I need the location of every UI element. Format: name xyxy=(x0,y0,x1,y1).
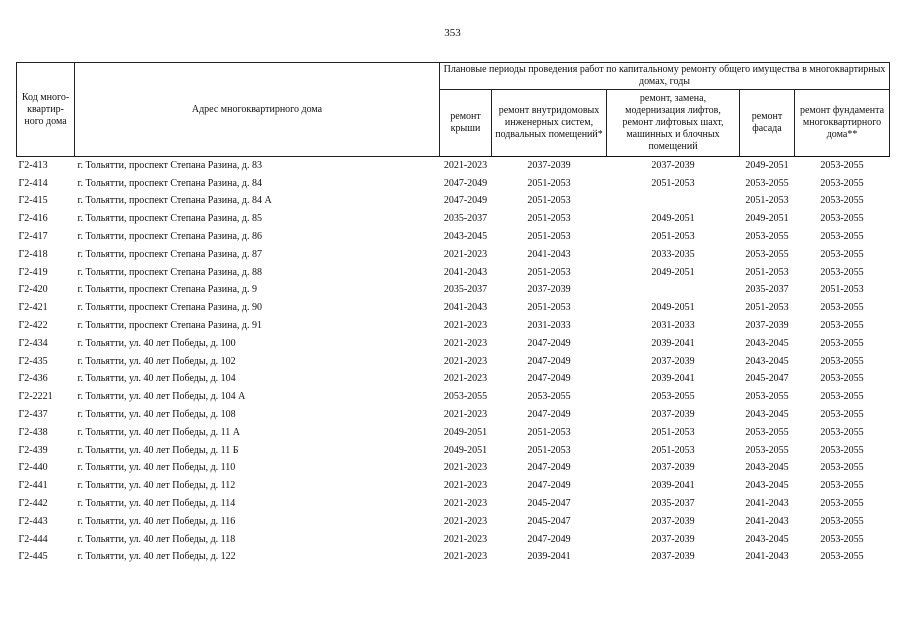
cell-address: г. Тольятти, проспект Степана Разина, д. 90 xyxy=(77,302,262,314)
table-row xyxy=(17,175,890,193)
cell-foundation: 2053-2055 xyxy=(820,266,864,278)
table-row xyxy=(17,210,890,228)
cell-address: г. Тольятти, ул. 40 лет Победы, д. 108 xyxy=(77,409,236,421)
cell-engineering: 2045-2047 xyxy=(527,515,571,527)
cell-roof: 2041-2043 xyxy=(443,266,488,278)
cell-code: Г2-435 xyxy=(18,355,48,367)
cell-engineering: 2051-2053 xyxy=(527,266,571,278)
cell-roof: 2035-2037 xyxy=(443,213,488,225)
cell-address: г. Тольятти, ул. 40 лет Победы, д. 104 xyxy=(77,373,236,385)
table-row xyxy=(17,157,890,175)
cell-roof: 2021-2023 xyxy=(443,337,488,349)
table-row xyxy=(17,353,890,371)
table-row xyxy=(17,264,890,282)
cell-foundation: 2053-2055 xyxy=(820,533,864,545)
cell-foundation: 2053-2055 xyxy=(820,391,864,403)
table-row xyxy=(17,460,890,478)
cell-facade: 2035-2037 xyxy=(745,284,789,296)
cell-facade: 2041-2043 xyxy=(745,515,789,527)
cell-foundation: 2051-2053 xyxy=(820,284,864,296)
cell-roof: 2021-2023 xyxy=(443,498,488,510)
cell-facade: 2043-2045 xyxy=(745,533,789,545)
cell-facade: 2049-2051 xyxy=(745,159,789,171)
cell-code: Г2-437 xyxy=(18,409,48,421)
cell-foundation: 2053-2055 xyxy=(820,409,864,421)
cell-engineering: 2051-2053 xyxy=(527,213,571,225)
cell-code: Г2-419 xyxy=(18,266,48,278)
cell-foundation: 2053-2055 xyxy=(820,213,864,225)
cell-address: г. Тольятти, ул. 40 лет Победы, д. 122 xyxy=(77,551,236,563)
cell-address: г. Тольятти, проспект Степана Разина, д. 85 xyxy=(77,213,262,225)
cell-lifts: 2037-2039 xyxy=(651,159,695,171)
table-row xyxy=(17,513,890,531)
cell-lifts: 2053-2055 xyxy=(651,391,695,403)
cell-lifts: 2037-2039 xyxy=(651,533,695,545)
cell-code: Г2-413 xyxy=(18,159,48,171)
cell-foundation: 2053-2055 xyxy=(820,248,864,260)
table-body xyxy=(17,157,890,567)
cell-roof: 2047-2049 xyxy=(443,177,488,189)
cell-lifts: 2037-2039 xyxy=(651,462,695,474)
cell-roof: 2049-2051 xyxy=(443,426,488,438)
cell-foundation: 2053-2055 xyxy=(820,195,864,207)
cell-lifts: 2035-2037 xyxy=(651,498,695,510)
cell-roof: 2035-2037 xyxy=(443,284,488,296)
cell-code: Г2-436 xyxy=(18,373,48,385)
cell-lifts: 2037-2039 xyxy=(651,355,695,367)
cell-address: г. Тольятти, ул. 40 лет Победы, д. 102 xyxy=(77,355,236,367)
cell-engineering: 2047-2049 xyxy=(527,373,571,385)
cell-address: г. Тольятти, проспект Степана Разина, д. 83 xyxy=(77,159,262,171)
cell-engineering: 2051-2053 xyxy=(527,426,571,438)
cell-engineering: 2039-2041 xyxy=(527,551,571,563)
cell-roof: 2021-2023 xyxy=(443,533,488,545)
cell-engineering: 2047-2049 xyxy=(527,337,571,349)
cell-code: Г2-445 xyxy=(18,551,48,563)
cell-facade: 2053-2055 xyxy=(745,248,789,260)
cell-code: Г2-421 xyxy=(18,302,48,314)
cell-engineering: 2037-2039 xyxy=(527,284,571,296)
cell-address: г. Тольятти, проспект Степана Разина, д. 84 xyxy=(77,177,262,189)
cell-roof: 2041-2043 xyxy=(443,302,488,314)
cell-code: Г2-420 xyxy=(18,284,48,296)
cell-address: г. Тольятти, ул. 40 лет Победы, д. 104 А xyxy=(77,391,246,403)
cell-engineering: 2051-2053 xyxy=(527,302,571,314)
cell-roof: 2021-2023 xyxy=(443,248,488,260)
repair-schedule-table xyxy=(16,62,890,566)
cell-facade: 2053-2055 xyxy=(745,426,789,438)
cell-roof: 2049-2051 xyxy=(443,444,488,456)
table-row xyxy=(17,531,890,549)
cell-facade: 2053-2055 xyxy=(745,231,789,243)
table-row xyxy=(17,424,890,442)
cell-foundation: 2053-2055 xyxy=(820,355,864,367)
cell-address: г. Тольятти, ул. 40 лет Победы, д. 118 xyxy=(77,533,236,545)
cell-engineering: 2047-2049 xyxy=(527,480,571,492)
table-row xyxy=(17,335,890,353)
cell-foundation: 2053-2055 xyxy=(820,302,864,314)
cell-foundation: 2053-2055 xyxy=(820,231,864,243)
cell-roof: 2021-2023 xyxy=(443,373,488,385)
cell-address: г. Тольятти, проспект Степана Разина, д. 86 xyxy=(77,231,262,243)
cell-roof: 2021-2023 xyxy=(443,551,488,563)
cell-roof: 2043-2045 xyxy=(443,231,488,243)
cell-roof: 2021-2023 xyxy=(443,355,488,367)
cell-code: Г2-438 xyxy=(18,426,48,438)
cell-lifts: 2037-2039 xyxy=(651,409,695,421)
cell-address: г. Тольятти, ул. 40 лет Победы, д. 11 А xyxy=(77,426,241,438)
cell-foundation: 2053-2055 xyxy=(820,426,864,438)
cell-lifts: 2033-2035 xyxy=(651,248,695,260)
cell-foundation: 2053-2055 xyxy=(820,515,864,527)
cell-foundation: 2053-2055 xyxy=(820,177,864,189)
cell-code: Г2-443 xyxy=(18,515,48,527)
table-row xyxy=(17,246,890,264)
cell-foundation: 2053-2055 xyxy=(820,159,864,171)
cell-facade: 2053-2055 xyxy=(745,444,789,456)
cell-engineering: 2053-2055 xyxy=(527,391,571,403)
cell-facade: 2037-2039 xyxy=(745,320,789,332)
cell-address: г. Тольятти, ул. 40 лет Победы, д. 11 Б xyxy=(77,444,239,456)
header-engineering: ремонт внутридомовых инженерных систем, подвальных помещений* xyxy=(492,90,607,157)
header-lifts: ремонт, замена, модернизация лифтов, ремонт лифтовых шахт, машинных и блочных помещений xyxy=(607,90,740,157)
cell-roof: 2021-2023 xyxy=(443,409,488,421)
cell-address: г. Тольятти, проспект Степана Разина, д. 91 xyxy=(77,320,262,332)
cell-lifts: 2051-2053 xyxy=(651,177,695,189)
cell-facade: 2043-2045 xyxy=(745,355,789,367)
cell-lifts: 2051-2053 xyxy=(651,444,695,456)
cell-code: Г2-414 xyxy=(18,177,48,189)
cell-engineering: 2051-2053 xyxy=(527,231,571,243)
cell-foundation: 2053-2055 xyxy=(820,480,864,492)
cell-facade: 2051-2053 xyxy=(745,302,789,314)
cell-facade: 2053-2055 xyxy=(745,177,789,189)
cell-roof: 2021-2023 xyxy=(443,462,488,474)
header-foundation: ремонт фундамента многоквартирного дома** xyxy=(795,90,890,157)
cell-address: г. Тольятти, ул. 40 лет Победы, д. 100 xyxy=(77,337,236,349)
cell-code: Г2-415 xyxy=(18,195,48,207)
table-row xyxy=(17,228,890,246)
cell-engineering: 2037-2039 xyxy=(527,159,571,171)
page-number: 353 xyxy=(444,27,461,39)
cell-facade: 2051-2053 xyxy=(745,195,789,207)
cell-foundation: 2053-2055 xyxy=(820,373,864,385)
cell-engineering: 2031-2033 xyxy=(527,320,571,332)
cell-facade: 2041-2043 xyxy=(745,498,789,510)
cell-lifts: 2049-2051 xyxy=(651,213,695,225)
table-header xyxy=(17,63,890,157)
cell-engineering: 2041-2043 xyxy=(527,248,571,260)
cell-facade: 2043-2045 xyxy=(745,409,789,421)
header-code: Код много-квартир-ного дома xyxy=(17,63,75,157)
table-row xyxy=(17,477,890,495)
cell-facade: 2045-2047 xyxy=(745,373,789,385)
cell-lifts xyxy=(607,282,740,300)
cell-facade: 2043-2045 xyxy=(745,480,789,492)
cell-code: Г2-434 xyxy=(18,337,48,349)
cell-code: Г2-416 xyxy=(18,213,48,225)
cell-foundation: 2053-2055 xyxy=(820,444,864,456)
cell-lifts: 2037-2039 xyxy=(651,551,695,563)
cell-lifts: 2039-2041 xyxy=(651,373,695,385)
cell-code: Г2-422 xyxy=(18,320,48,332)
header-address: Адрес многоквартирного дома xyxy=(75,63,440,157)
cell-engineering: 2045-2047 xyxy=(527,498,571,510)
cell-engineering: 2047-2049 xyxy=(527,462,571,474)
table-row xyxy=(17,193,890,211)
table-row xyxy=(17,282,890,300)
cell-code: Г2-441 xyxy=(18,480,48,492)
cell-code: Г2-439 xyxy=(18,444,48,456)
cell-foundation: 2053-2055 xyxy=(820,337,864,349)
cell-lifts: 2049-2051 xyxy=(651,302,695,314)
cell-lifts: 2039-2041 xyxy=(651,337,695,349)
cell-address: г. Тольятти, ул. 40 лет Победы, д. 116 xyxy=(77,515,236,527)
cell-facade: 2051-2053 xyxy=(745,266,789,278)
cell-roof: 2021-2023 xyxy=(443,515,488,527)
cell-lifts: 2031-2033 xyxy=(651,320,695,332)
table-row xyxy=(17,442,890,460)
cell-address: г. Тольятти, ул. 40 лет Победы, д. 110 xyxy=(77,462,236,474)
cell-roof: 2053-2055 xyxy=(443,391,488,403)
cell-lifts: 2037-2039 xyxy=(651,515,695,527)
cell-code: Г2-444 xyxy=(18,533,48,545)
table-row xyxy=(17,406,890,424)
cell-foundation: 2053-2055 xyxy=(820,462,864,474)
cell-engineering: 2047-2049 xyxy=(527,409,571,421)
cell-foundation: 2053-2055 xyxy=(820,498,864,510)
cell-facade: 2043-2045 xyxy=(745,337,789,349)
cell-lifts: 2049-2051 xyxy=(651,266,695,278)
cell-address: г. Тольятти, проспект Степана Разина, д. 9 xyxy=(77,284,257,296)
cell-roof: 2047-2049 xyxy=(443,195,488,207)
cell-address: г. Тольятти, ул. 40 лет Победы, д. 114 xyxy=(77,498,236,510)
cell-code: Г2-442 xyxy=(18,498,48,510)
cell-facade: 2053-2055 xyxy=(745,391,789,403)
cell-engineering: 2051-2053 xyxy=(527,177,571,189)
cell-address: г. Тольятти, проспект Степана Разина, д. 87 xyxy=(77,248,262,260)
cell-lifts: 2051-2053 xyxy=(651,426,695,438)
cell-facade: 2043-2045 xyxy=(745,462,789,474)
cell-engineering: 2047-2049 xyxy=(527,355,571,367)
cell-engineering: 2051-2053 xyxy=(527,444,571,456)
cell-foundation: 2053-2055 xyxy=(820,320,864,332)
header-facade: ремонт фасада xyxy=(740,90,795,157)
table-row xyxy=(17,388,890,406)
cell-address: г. Тольятти, проспект Степана Разина, д. 84 А xyxy=(77,195,272,207)
header-roof: ремонт крыши xyxy=(440,90,492,157)
cell-engineering: 2047-2049 xyxy=(527,533,571,545)
cell-code: Г2-417 xyxy=(18,231,48,243)
cell-lifts: 2039-2041 xyxy=(651,480,695,492)
table-row xyxy=(17,549,890,567)
table-row xyxy=(17,299,890,317)
cell-lifts: 2051-2053 xyxy=(651,231,695,243)
cell-facade: 2049-2051 xyxy=(745,213,789,225)
cell-address: г. Тольятти, проспект Степана Разина, д. 88 xyxy=(77,266,262,278)
header-periods-group: Плановые периоды проведения работ по капитальному ремонту общего имущества в многоквартирных домах, годы xyxy=(440,63,890,90)
cell-lifts xyxy=(607,193,740,211)
table-row xyxy=(17,495,890,513)
table-row xyxy=(17,371,890,389)
cell-address: г. Тольятти, ул. 40 лет Победы, д. 112 xyxy=(77,480,236,492)
table-row xyxy=(17,317,890,335)
cell-code: Г2-418 xyxy=(18,248,48,260)
cell-foundation: 2053-2055 xyxy=(820,551,864,563)
cell-code: Г2-440 xyxy=(18,462,48,474)
cell-engineering: 2051-2053 xyxy=(527,195,571,207)
cell-roof: 2021-2023 xyxy=(443,480,488,492)
cell-facade: 2041-2043 xyxy=(745,551,789,563)
cell-roof: 2021-2023 xyxy=(443,159,488,171)
cell-roof: 2021-2023 xyxy=(443,320,488,332)
cell-code: Г2-2221 xyxy=(18,391,53,403)
